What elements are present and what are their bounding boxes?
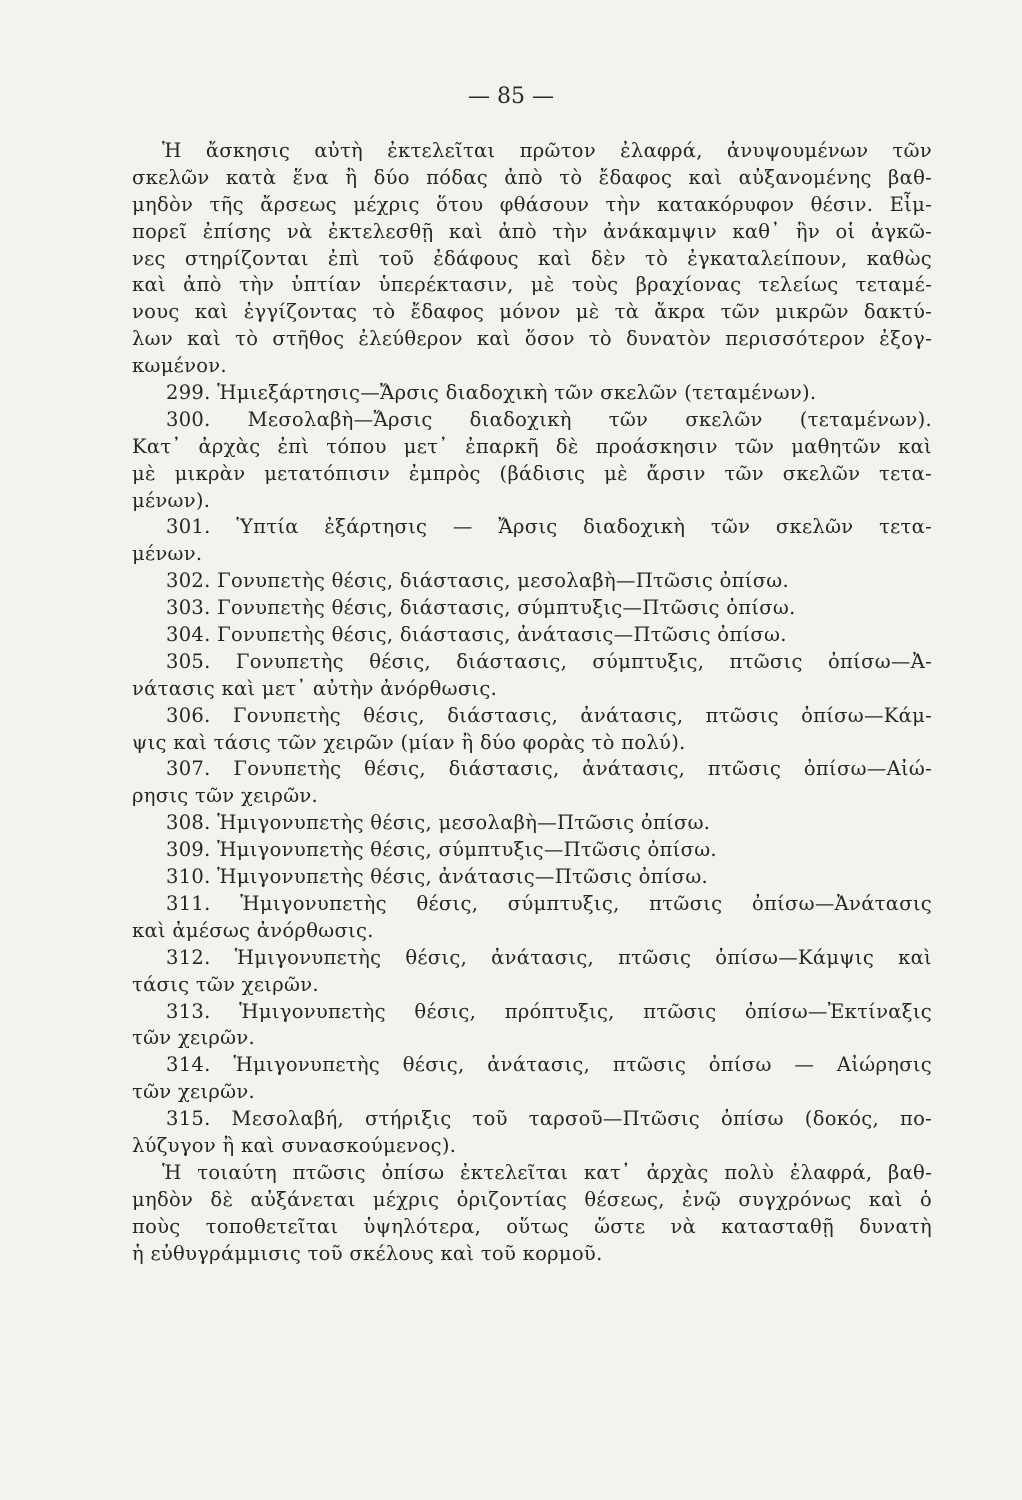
text-line: μὲ μικρὰν μετατόπισιν ἐμπρὸς (βάδισις μὲ ἄρσιν τῶν σκελῶν τετα- [132, 461, 932, 485]
text-line: 304. Γονυπετὴς θέσις, διάστασις, ἀνάτασις—Πτῶσις ὀπίσω. [166, 623, 787, 647]
text-line: μηδὸν τῆς ἄρσεως μέχρις ὅτου φθάσουν τὴν κατακόρυφον θέσιν. Εἶμ- [132, 192, 932, 216]
text-line: 299. Ἡμιεξάρτησις—Ἄρσις διαδοχικὴ τῶν σκελῶν (τεταμένων). [166, 381, 817, 405]
text-line: 312. Ἡμιγονυπετὴς θέσις, ἀνάτασις, πτῶσις ὀπίσω—Κάμψις καὶ [166, 945, 932, 969]
text-line: τῶν χειρῶν. [132, 1080, 256, 1104]
text-line: 314. Ἡμιγονυπετὴς θέσις, ἀνάτασις, πτῶσις ὀπίσω — Αἰώρησις [166, 1053, 932, 1077]
text-line: μένων. [132, 542, 203, 566]
text-line: 305. Γονυπετὴς θέσις, διάστασις, σύμπτυξις, πτῶσις ὀπίσω—Ἀ- [166, 649, 932, 673]
text-line: 308. Ἡμιγονυπετὴς θέσις, μεσολαβὴ—Πτῶσις ὀπίσω. [166, 811, 711, 835]
text-line: 306. Γονυπετὴς θέσις, διάστασις, ἀνάτασις, πτῶσις ὀπίσω—Κάμ- [166, 703, 932, 727]
text-line: Ἡ τοιαύτη πτῶσις ὀπίσω ἐκτελεῖται κατ᾽ ἀρχὰς πολὺ ἐλαφρά, βαθ- [162, 1160, 932, 1184]
text-line: τῶν χειρῶν. [132, 1026, 256, 1050]
text-line: 309. Ἡμιγονυπετὴς θέσις, σύμπτυξις—Πτῶσις ὀπίσω. [166, 838, 717, 862]
text-line: 311. Ἡμιγονυπετὴς θέσις, σύμπτυξις, πτῶσις ὀπίσω—Ἀνάτασις [166, 891, 932, 915]
text-line: πορεῖ ἐπίσης νὰ ἐκτελεσθῇ καὶ ἀπὸ τὴν ἀνάκαμψιν καθ᾽ ἣν οἱ ἀγκῶ- [132, 219, 932, 243]
text-line: Κατ᾽ ἀρχὰς ἐπὶ τόπου μετ᾽ ἐπαρκῆ δὲ προάσκησιν τῶν μαθητῶν καὶ [132, 434, 932, 458]
text-line: μένων). [132, 488, 211, 512]
text-line: 313. Ἡμιγονυπετὴς θέσις, πρόπτυξις, πτῶσις ὀπίσω—Ἐκτίναξις [166, 999, 932, 1023]
text-line: ψις καὶ τάσις τῶν χειρῶν (μίαν ἢ δύο φορὰς τὸ πολύ). [132, 730, 686, 754]
text-line: Ἡ ἄσκησις αὐτὴ ἐκτελεῖται πρῶτον ἐλαφρά, ἀνυψουμένων τῶν [162, 139, 932, 162]
text-line: τάσις τῶν χειρῶν. [132, 972, 319, 996]
text-line: καὶ ἀμέσως ἀνόρθωσις. [132, 918, 374, 942]
text-line: ποὺς τοποθετεῖται ὑψηλότερα, οὕτως ὥστε νὰ κατασταθῇ δυνατὴ [132, 1214, 932, 1238]
text-line: 307. Γονυπετὴς θέσις, διάστασις, ἀνάτασις, πτῶσις ὀπίσω—Αἰώ- [166, 757, 932, 781]
text-line: 310. Ἡμιγονυπετὴς θέσις, ἀνάτασις—Πτῶσις ὀπίσω. [166, 865, 709, 889]
text-line: 302. Γονυπετὴς θέσις, διάστασις, μεσολαβὴ—Πτῶσις ὀπίσω. [166, 569, 790, 593]
text-line: ρησις τῶν χειρῶν. [132, 784, 319, 808]
body-text [132, 138, 932, 1267]
text-line: λύζυγον ἢ καὶ συνασκούμενος). [132, 1133, 457, 1157]
text-line: νους καὶ ἐγγίζοντας τὸ ἔδαφος μόνον μὲ τὰ ἄκρα τῶν μικρῶν δακτύ- [132, 300, 932, 324]
text-line: 301. Ὑπτία ἐξάρτησις — Ἄρσις διαδοχικὴ τῶν σκελῶν τετα- [166, 515, 932, 539]
page-number: — 85 — [468, 84, 554, 109]
text-line: νες στηρίζονται ἐπὶ τοῦ ἐδάφους καὶ δὲν τὸ ἐγκαταλείπουν, καθὼς [132, 246, 932, 270]
text-line: ἡ εὐθυγράμμισις τοῦ σκέλους καὶ τοῦ κορμοῦ. [132, 1241, 603, 1265]
text-line: σκελῶν κατὰ ἕνα ἢ δύο πόδας ἀπὸ τὸ ἔδαφος καὶ αὐξανομένης βαθ- [132, 165, 932, 189]
text-line: 315. Μεσολαβή, στήριξις τοῦ ταρσοῦ—Πτῶσις ὀπίσω (δοκός, πο- [166, 1107, 932, 1131]
text-line: κωμένον. [132, 354, 227, 378]
text-line: 303. Γονυπετὴς θέσις, διάστασις, σύμπτυξις—Πτῶσις ὀπίσω. [166, 596, 796, 620]
text-line: καὶ ἀπὸ τὴν ὑπτίαν ὑπερέκτασιν, μὲ τοὺς βραχίονας τελείως τεταμέ- [132, 273, 932, 297]
text-line: νάτασις καὶ μετ᾽ αὐτὴν ἀνόρθωσις. [132, 676, 498, 700]
text-line: 300. Μεσολαβὴ—Ἄρσις διαδοχικὴ τῶν σκελῶν (τεταμένων). [166, 407, 932, 431]
text-line: μηδὸν δὲ αὐξάνεται μέχρις ὁριζοντίας θέσεως, ἐνῷ συγχρόνως καὶ ὁ [132, 1187, 932, 1211]
text-line: λων καὶ τὸ στῆθος ἐλεύθερον καὶ ὅσον τὸ δυνατὸν περισσότερον ἐξογ- [132, 327, 932, 351]
